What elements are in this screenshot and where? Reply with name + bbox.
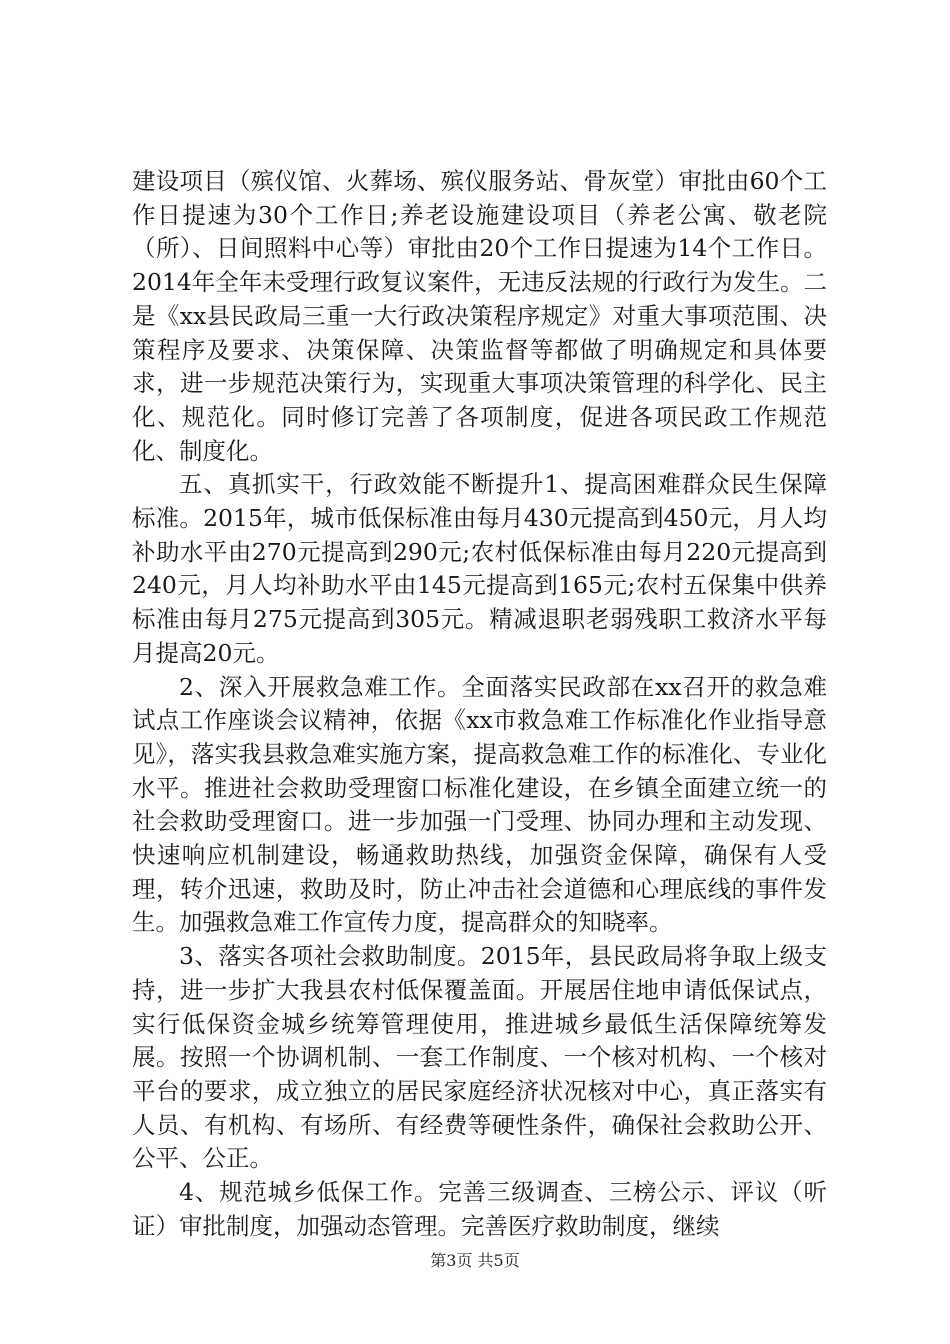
document-body xyxy=(132,165,827,1244)
paragraph-continued: 建设项目（殡仪馆、火葬场、殡仪服务站、骨灰堂）审批由60个工作日提速为30个工作日;养老设施建设项目（养老公寓、敬老院（所）、日间照料中心等）审批由20个工作日提速为14个工作日。2014年全年未受理行政复议案件，无违反法规的行政行为发生。二是《xx县民政局三重一大行政决策程序规定》对重大事项范围、决策程序及要求、决策保障、决策监督等都做了明确规定和具体要求，进一步规范决策行为，实现重大事项决策管理的科学化、民主化、规范化。同时修订完善了各项制度，促进各项民政工作规范化、制度化。 xyxy=(132,167,827,465)
paragraph-item-two: 2、深入开展救急难工作。全面落实民政部在xx召开的救急难试点工作座谈会议精神，依据《xx市救急难工作标准化作业指导意见》，落实我县救急难实施方案，提高救急难工作的标准化、专业化水平。推进社会救助受理窗口标准化建设，在乡镇全面建立统一的社会救助受理窗口。进一步加强一门受理、协同办理和主动发现、快速响应机制建设，畅通救助热线，加强资金保障，确保有人受理，转介迅速，救助及时，防止冲击社会道德和心理底线的事件发生。加强救急难工作宣传力度，提高群众的知晓率。 xyxy=(132,672,827,937)
paragraph-item-three: 3、落实各项社会救助制度。2015年，县民政局将争取上级支持，进一步扩大我县农村低保覆盖面。开展居住地申请低保试点，实行低保资金城乡统筹管理使用，推进城乡最低生活保障统筹发展。按照一个协调机制、一套工作制度、一个核对机构、一个核对平台的要求，成立独立的居民家庭经济状况核对中心，真正落实有人员、有机构、有场所、有经费等硬性条件，确保社会救助公开、公平、公正。 xyxy=(132,942,827,1173)
paragraph-section-five: 五、真抓实干，行政效能不断提升1、提高困难群众民生保障标准。2015年，城市低保标准由每月430元提高到450元，月人均补助水平由270元提高到290元;农村低保标准由每月220元提高到240元，月人均补助水平由145元提高到165元;农村五保集中供养标准由每月275元提高到305元。精减退职老弱残职工救济水平每月提高20元。 xyxy=(132,470,827,667)
paragraph-item-four: 4、规范城乡低保工作。完善三级调查、三榜公示、评议（听证）审批制度，加强动态管理。完善医疗救助制度，继续 xyxy=(132,1178,827,1240)
page-footer: 第3页 共5页 xyxy=(430,1251,520,1270)
